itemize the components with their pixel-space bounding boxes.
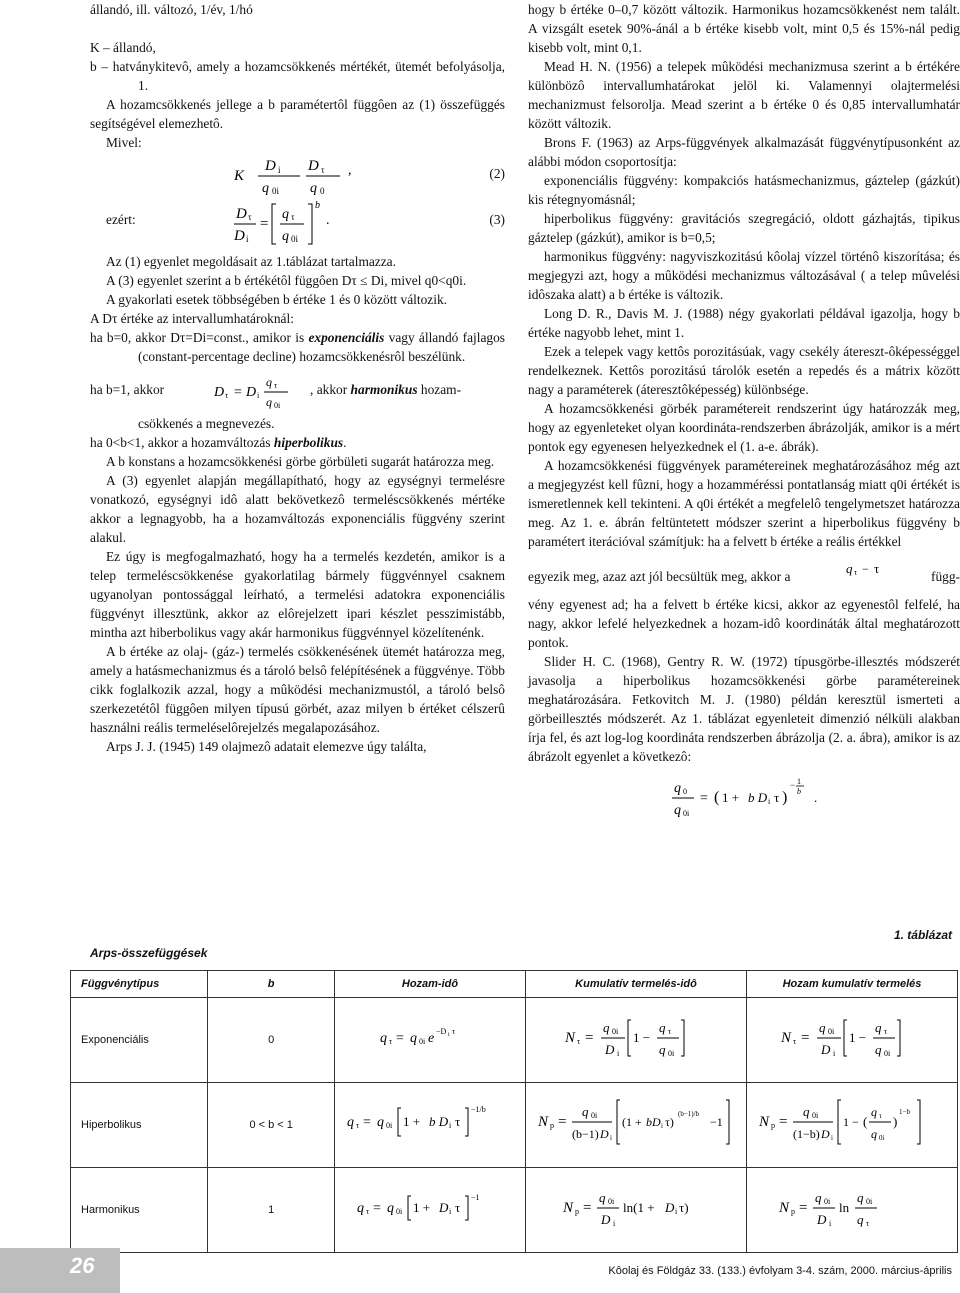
svg-text:b: b — [797, 787, 801, 796]
svg-text:0i: 0i — [291, 234, 299, 244]
svg-text:D: D — [439, 1199, 449, 1215]
svg-text:N: N — [563, 1199, 574, 1216]
svg-text:1−b: 1−b — [899, 1107, 910, 1116]
column-header: Hozam kumulatív termelés — [747, 971, 958, 998]
svg-text:τ: τ — [577, 1036, 581, 1046]
svg-text:−: − — [862, 562, 869, 576]
svg-text:τ: τ — [455, 1113, 461, 1129]
svg-text:q: q — [846, 561, 853, 576]
equation-number: (2) — [489, 166, 505, 181]
formula — [370, 1022, 490, 1052]
text-line: ezért: — [106, 212, 136, 227]
svg-text:=: = — [260, 216, 269, 232]
table-row — [71, 1083, 958, 1168]
svg-text:D: D — [265, 158, 276, 174]
svg-text:τ: τ — [452, 1026, 456, 1036]
svg-text:−: − — [790, 780, 796, 790]
svg-text:(: ( — [863, 1113, 868, 1129]
svg-text:ln(1 +: ln(1 + — [623, 1199, 655, 1215]
equation-number: (3) — [489, 212, 505, 227]
svg-text:=: = — [801, 1029, 810, 1046]
svg-text:q: q — [857, 1189, 864, 1205]
svg-text:i: i — [829, 1218, 832, 1228]
cell-rate-time — [335, 1083, 526, 1168]
svg-text:q: q — [377, 1114, 384, 1130]
svg-text:D: D — [600, 1126, 609, 1141]
svg-text:=: = — [363, 1114, 371, 1130]
svg-text:i: i — [448, 1031, 450, 1038]
paragraph: Ez úgy is megfogalmazható, hogy ha a termelés kezdetén, amikor is a telep termeléscsökkenése gyakorlatilag bármely függvénnyel csaknem ugyanolyan pontossággal leírható, a termelési adatokra exponenciális függvényt illesztünk, akkor az elôrejelzett ipari készlet pesszimistább, mintha azt hiberbolikus vagy akár harmonikus függvénnyel közelítenénk. — [90, 549, 505, 640]
svg-text:D: D — [605, 1041, 615, 1057]
paragraph: vény egyenest ad; ha a felvett b értéke kicsi, akkor az egyenestôl felfelé, ha nagy, akkor lefelé helyezkednek a hozam-idô koordináták által meghatározott pontok. — [528, 597, 960, 650]
paragraph: hogy b értéke 0–0,7 között változik. Harmonikus hozamcsökkenést nem talált. A vizsgált esetek 90%-ánál a b értéke kisebb volt, mint 0,5 és 15%-nál pedig kisebb volt, mint 0,1. — [528, 2, 960, 55]
svg-text:q: q — [659, 1019, 666, 1035]
svg-text:τ: τ — [274, 381, 278, 390]
paragraph: Ezek a telepek vagy kettôs porozitásúak, vagy csekély átereszt-ôképességgel rendelkeznek. Kettôs porozitású tárolók esetén a repedés és a mátrix között nagy a paraméterek (áteresztôképesség) különbsége. — [528, 344, 960, 397]
svg-text:0i: 0i — [866, 1196, 873, 1206]
svg-text:D: D — [234, 228, 245, 244]
svg-text:b: b — [315, 200, 320, 211]
journal-footer: Kôolaj és Földgáz 33. (133.) évfolyam 3-4. szám, 2000. március-április — [608, 1265, 952, 1277]
paragraph: ha b=0, akkor Dτ=Di=const., amikor is exponenciális vagy állandó fajlagos (constant-percentage decline) hozamcsökkenésrôl beszélünk. — [90, 330, 506, 364]
svg-text:q: q — [603, 1019, 610, 1035]
svg-text:−1: −1 — [710, 1114, 723, 1129]
svg-text:b D: b D — [429, 1113, 449, 1129]
svg-text:N: N — [779, 1199, 790, 1216]
column-header: Kumulatív termelés-idô — [526, 971, 747, 998]
text-line: Mivel: — [106, 135, 142, 150]
table-number: 1. táblázat — [893, 928, 952, 942]
svg-text:0: 0 — [320, 186, 325, 196]
svg-text:0i: 0i — [274, 401, 281, 410]
cell-rate-cum — [747, 998, 958, 1083]
paragraph: A (3) egyenlet alapján megállapítható, hogy az egységnyi termelésre vonatkozó, egységnyi idô alatt bekövetkezô termeléscsökkenés mértéke akkor a legnagyobb, ha a hozamváltozás exponenciális függvény szerint alakul. — [90, 473, 505, 545]
svg-text:q: q — [659, 1041, 666, 1057]
svg-text:−1: −1 — [471, 1192, 480, 1202]
text-line: K – állandó, — [90, 40, 156, 55]
svg-text:=: = — [779, 1113, 788, 1130]
svg-text:0i: 0i — [879, 1133, 885, 1142]
equation-line: egyezik meg, azaz azt jól becsültük meg, akkor a q τ − τ függ- — [528, 557, 960, 595]
paragraph: harmonikus függvény: nagyviszkozitású kôolaj vízzel történô kiszorítása; és megjegyzi azt, hogy a mûködési mechanizmus változásával ( a telep mûvelési idôszaka alatt) a b értéke is változik. — [528, 249, 960, 302]
svg-text:τ: τ — [774, 790, 780, 805]
cell-rate-cum — [747, 1168, 958, 1253]
paragraph: A gyakorlati esetek többségében b értéke 1 és 0 között változik. — [106, 292, 447, 307]
formula — [345, 1102, 515, 1142]
text-line: csökkenés a megnevezés. — [138, 416, 275, 431]
paragraph: Mead H. N. (1956) a telepek mûködési mechanizmusa szerint a b értékére különbözô intervallumhatárokat jelöl ki. Valamennyi olajtermelési mechanizmust felsorolja. Mead szerint a b értéke 0 és 0,85 intervallumhatár között változik. — [528, 59, 960, 131]
equation-harmonic — [214, 372, 304, 412]
svg-text:1 −: 1 − — [633, 1029, 651, 1045]
equation-2 — [230, 152, 440, 198]
svg-text:): ) — [893, 1113, 898, 1129]
svg-text:=: = — [585, 1029, 594, 1046]
svg-text:i: i — [610, 1133, 612, 1142]
table-caption: Arps-összefüggések — [90, 946, 208, 960]
svg-text:=: = — [373, 1200, 381, 1216]
svg-text:e: e — [428, 1030, 435, 1046]
table-row — [71, 1168, 958, 1253]
equation-inline — [846, 559, 906, 593]
svg-text:q: q — [857, 1211, 864, 1227]
svg-text:0i: 0i — [828, 1026, 835, 1036]
svg-text:1: 1 — [797, 777, 801, 786]
equation-3 — [230, 198, 440, 248]
equation-dimensionless — [668, 774, 848, 824]
svg-text:0i: 0i — [591, 1110, 598, 1120]
svg-text:q: q — [310, 181, 317, 196]
svg-text:q: q — [282, 229, 289, 244]
cell-cum-time — [526, 998, 747, 1083]
svg-text:1 −: 1 − — [843, 1114, 859, 1129]
svg-text:q: q — [582, 1103, 589, 1119]
svg-text:p: p — [771, 1120, 775, 1130]
svg-text:1 +: 1 + — [722, 790, 740, 805]
svg-text:q: q — [674, 781, 681, 796]
paragraph: A hozamcsökkenési görbék paramétereit rendszerint úgy határozzák meg, hogy az egyenleteket olyan koordináta-rendszerben ábrázolják, amikor is a mért pontok egy egyenesen helyezkednek el (1. a-e. ábrák). — [528, 401, 960, 454]
svg-text:q: q — [875, 1041, 882, 1057]
svg-text:.: . — [326, 213, 330, 228]
svg-text:q: q — [266, 395, 272, 409]
svg-text:i: i — [613, 1218, 616, 1228]
svg-text:τ: τ — [248, 212, 252, 222]
svg-text:i: i — [617, 1048, 620, 1058]
left-column — [90, 0, 505, 756]
svg-text:0i: 0i — [884, 1048, 891, 1058]
svg-text:τ: τ — [455, 1199, 461, 1215]
paragraph: A hozamcsökkenés jellege a b paramétertôl függôen az (1) összefüggés segítségével elemezhetô. — [90, 97, 505, 131]
svg-text:N: N — [759, 1113, 770, 1130]
svg-text:i: i — [675, 1206, 678, 1216]
page-number-box — [0, 1248, 120, 1293]
cell-type: Hiperbolikus — [71, 1083, 208, 1168]
paragraph: A hozamcsökkenési függvények paramétereinek meghatározásához még azt a megjegyzést kell fûzni, hogy a hozamméréssi pontatlanság miatt q0i értékét is ismeretlennek kell tekinteni. A q0i értékét a megfelelô tengelymetszet határozza meg. Az 1. e. ábrán feltüntetett módszer szerint a hiperbolikus függvény b paramétert iterációval számítjuk: ha a felvett b értéke a reális értékkel — [528, 458, 960, 549]
svg-text:K: K — [234, 168, 245, 184]
svg-text:(b−1)/b: (b−1)/b — [678, 1109, 700, 1118]
paragraph: Brons F. (1963) az Arps-függvények alkalmazását függvénytípusonként az alábbi módon csoportosítja: — [528, 135, 960, 169]
text-line: Az (1) egyenlet megoldásait az 1.táblázat tartalmazza. — [106, 254, 396, 269]
svg-text:D: D — [601, 1211, 611, 1227]
svg-text:i: i — [449, 1206, 452, 1216]
svg-text:τ: τ — [668, 1026, 672, 1036]
cell-cum-time — [526, 1083, 747, 1168]
text-line: A Dτ értéke az intervallumhatároknál: — [90, 311, 294, 326]
svg-text:0i: 0i — [608, 1196, 615, 1206]
svg-text:D: D — [821, 1126, 830, 1141]
svg-text:τ: τ — [291, 212, 295, 222]
cell-type: Harmonikus — [71, 1168, 208, 1253]
column-header: b — [208, 971, 335, 998]
svg-text:τ: τ — [874, 561, 880, 576]
svg-text:τ: τ — [389, 1036, 393, 1046]
formula — [561, 1012, 711, 1062]
text-line: ha 0<b<1, akkor a hozamváltozás hiperbolikus. — [90, 435, 347, 450]
svg-text:q: q — [803, 1103, 810, 1119]
svg-text:0i: 0i — [386, 1120, 393, 1130]
svg-text:q: q — [871, 1104, 877, 1119]
table-header-row — [71, 971, 958, 998]
svg-text:q: q — [282, 207, 289, 222]
cell-rate-time — [335, 1168, 526, 1253]
svg-text:1 +: 1 + — [413, 1199, 431, 1215]
svg-text:=: = — [558, 1113, 567, 1130]
svg-text:0i: 0i — [396, 1206, 403, 1216]
table-row — [71, 998, 958, 1083]
paragraph: Slider H. C. (1968), Gentry R. W. (1972) típusgörbe-illesztés módszerét javasolja a hiperbolikus hozamcsökkenési görbe paramétereinek meghatározására. Fetkovitch M. J. (1980) példán keresztül ismerteti a görbeillesztés módszerét. Az 1. táblázat egyenleteit dimenzió nélküli alakban írja fel, és azt log-log koordináta rendszerben ábrázolja (2. a. ábra), amikor is az ábrázolt egyenlet a következô: — [528, 654, 960, 764]
svg-text:D: D — [214, 385, 225, 400]
svg-text:D: D — [236, 206, 247, 222]
svg-text:0i: 0i — [668, 1048, 675, 1058]
paragraph: Arps J. J. (1945) 149 olajmezô adatait elemezve úgy találta, — [106, 739, 427, 754]
svg-text:q: q — [387, 1200, 394, 1216]
svg-text:i: i — [257, 391, 260, 400]
svg-text:p: p — [791, 1206, 795, 1216]
svg-text:τ): τ) — [665, 1114, 674, 1129]
svg-text:p: p — [575, 1206, 579, 1216]
svg-text:0i: 0i — [419, 1036, 426, 1046]
harmonic-line: ha b=1, akkor D τ = D i q τ q 0i , akkor harmonikus hozam- — [90, 372, 505, 412]
column-header: Függvénytípus — [71, 971, 208, 998]
svg-text:,: , — [348, 163, 352, 178]
svg-text:q: q — [410, 1030, 417, 1046]
svg-text:τ: τ — [321, 165, 325, 175]
svg-text:D: D — [665, 1199, 675, 1215]
svg-text:(: ( — [714, 789, 720, 806]
paragraph: A (3) egyenlet szerint a b értékétôl függôen Dτ ≤ Di, mivel q0<q0i. — [106, 273, 467, 288]
svg-text:q: q — [262, 181, 269, 196]
svg-text:q: q — [266, 375, 272, 389]
svg-text:=: = — [583, 1199, 592, 1216]
text-line: állandó, ill. változó, 1/év, 1/hó — [90, 2, 253, 17]
svg-text:q: q — [347, 1114, 354, 1130]
svg-text:−D: −D — [436, 1026, 447, 1036]
svg-text:1 +: 1 + — [403, 1113, 421, 1129]
svg-text:τ: τ — [366, 1206, 370, 1216]
svg-text:b D: b D — [748, 790, 768, 805]
svg-text:.: . — [814, 790, 818, 805]
cell-b: 0 < b < 1 — [208, 1083, 335, 1168]
svg-text:τ: τ — [225, 391, 229, 400]
cell-cum-time — [526, 1168, 747, 1253]
svg-text:i: i — [833, 1048, 836, 1058]
formula — [757, 1092, 947, 1152]
svg-text:−1/b: −1/b — [471, 1104, 486, 1114]
svg-text:0i: 0i — [612, 1026, 619, 1036]
svg-text:i: i — [768, 797, 771, 806]
equation-3-row — [90, 198, 505, 248]
svg-text:i: i — [661, 1121, 663, 1130]
svg-text:q: q — [815, 1189, 822, 1205]
svg-text:τ: τ — [866, 1218, 870, 1228]
svg-text:0i: 0i — [272, 186, 280, 196]
svg-text:D: D — [308, 158, 319, 174]
text-line: b – hatványkitevô, amely a hozamcsökkenés mértékét, ütemét befolyásolja, 1. — [90, 59, 505, 93]
svg-text:N: N — [781, 1029, 792, 1046]
arps-table — [70, 970, 958, 1253]
cell-type: Exponenciális — [71, 998, 208, 1083]
svg-text:1 −: 1 − — [849, 1029, 867, 1045]
cell-rate-time — [335, 998, 526, 1083]
cell-b: 0 — [208, 998, 335, 1083]
svg-text:=: = — [799, 1199, 808, 1216]
svg-text:τ: τ — [793, 1036, 797, 1046]
svg-text:q: q — [674, 803, 681, 818]
formula — [561, 1182, 711, 1232]
page-number: 26 — [70, 1253, 95, 1278]
svg-text:τ): τ) — [679, 1199, 689, 1215]
paragraph: exponenciális függvény: kompakciós hatásmechanizmus, gáztelep (gázkút) kis rétegnyomásnál; — [528, 173, 960, 207]
cell-rate-cum — [747, 1083, 958, 1168]
svg-text:q: q — [819, 1019, 826, 1035]
svg-text:p: p — [550, 1120, 554, 1130]
svg-text:=: = — [700, 791, 708, 806]
column-header: Hozam-idô — [335, 971, 526, 998]
formula — [536, 1092, 736, 1152]
svg-text:): ) — [782, 789, 788, 806]
formula — [777, 1012, 927, 1062]
svg-text:(b−1): (b−1) — [572, 1126, 599, 1141]
paragraph: hiperbolikus függvény: gravitációs szegregáció, oldott gázhajtás, tipikus gáztelep (gázkút), amikor is b=0,5; — [528, 211, 960, 245]
svg-text:τ: τ — [879, 1111, 882, 1120]
svg-text:τ: τ — [884, 1026, 888, 1036]
svg-text:τ: τ — [356, 1120, 360, 1130]
svg-text:bD: bD — [646, 1114, 661, 1129]
svg-text:0: 0 — [683, 787, 687, 796]
equation-2-row — [90, 152, 505, 198]
svg-text:0i: 0i — [683, 809, 690, 818]
svg-text:q: q — [875, 1019, 882, 1035]
svg-text:(1−b): (1−b) — [793, 1126, 820, 1141]
paragraph: Long D. R., Davis M. J. (1988) négy gyakorlati példával igazolja, hogy b értéke nagyobb lehet, mint 1. — [528, 306, 960, 340]
formula — [355, 1190, 505, 1224]
svg-text:D: D — [817, 1211, 827, 1227]
svg-text:(1 +: (1 + — [622, 1114, 642, 1129]
svg-text:N: N — [538, 1113, 549, 1130]
svg-text:q: q — [599, 1189, 606, 1205]
svg-text:q: q — [380, 1030, 387, 1046]
paragraph: A b értéke az olaj- (gáz-) termelés csökkenésének ütemét határozza meg, amely a hatásmechanizmus és a tároló belsô felépítésének a függvénye. Több cikk foglalkozik azzal, hogy a mûködési mechanizmustól, a tároló belsô szerkezetétôl függôen milyen típusú görbét, azaz milyen b értéket célszerû használni reális termeléselôrejelzés megalapozásához. — [90, 644, 505, 735]
svg-text:=: = — [396, 1030, 404, 1046]
svg-text:τ: τ — [854, 568, 858, 577]
formula — [777, 1182, 927, 1232]
right-column — [528, 0, 960, 824]
svg-text:0i: 0i — [812, 1110, 819, 1120]
paragraph: A b konstans a hozamcsökkenési görbe görbületi sugarát határozza meg. — [106, 454, 495, 469]
svg-text:q: q — [871, 1126, 877, 1141]
svg-text:i: i — [278, 165, 281, 175]
svg-text:i: i — [449, 1120, 452, 1130]
svg-text:=: = — [234, 385, 242, 400]
svg-text:D: D — [246, 385, 257, 400]
svg-text:ln: ln — [839, 1199, 850, 1215]
svg-text:i: i — [246, 234, 249, 244]
svg-text:q: q — [357, 1200, 364, 1216]
svg-text:N: N — [565, 1029, 576, 1046]
svg-text:0i: 0i — [824, 1196, 831, 1206]
svg-text:D: D — [821, 1041, 831, 1057]
svg-text:i: i — [831, 1133, 833, 1142]
cell-b: 1 — [208, 1168, 335, 1253]
